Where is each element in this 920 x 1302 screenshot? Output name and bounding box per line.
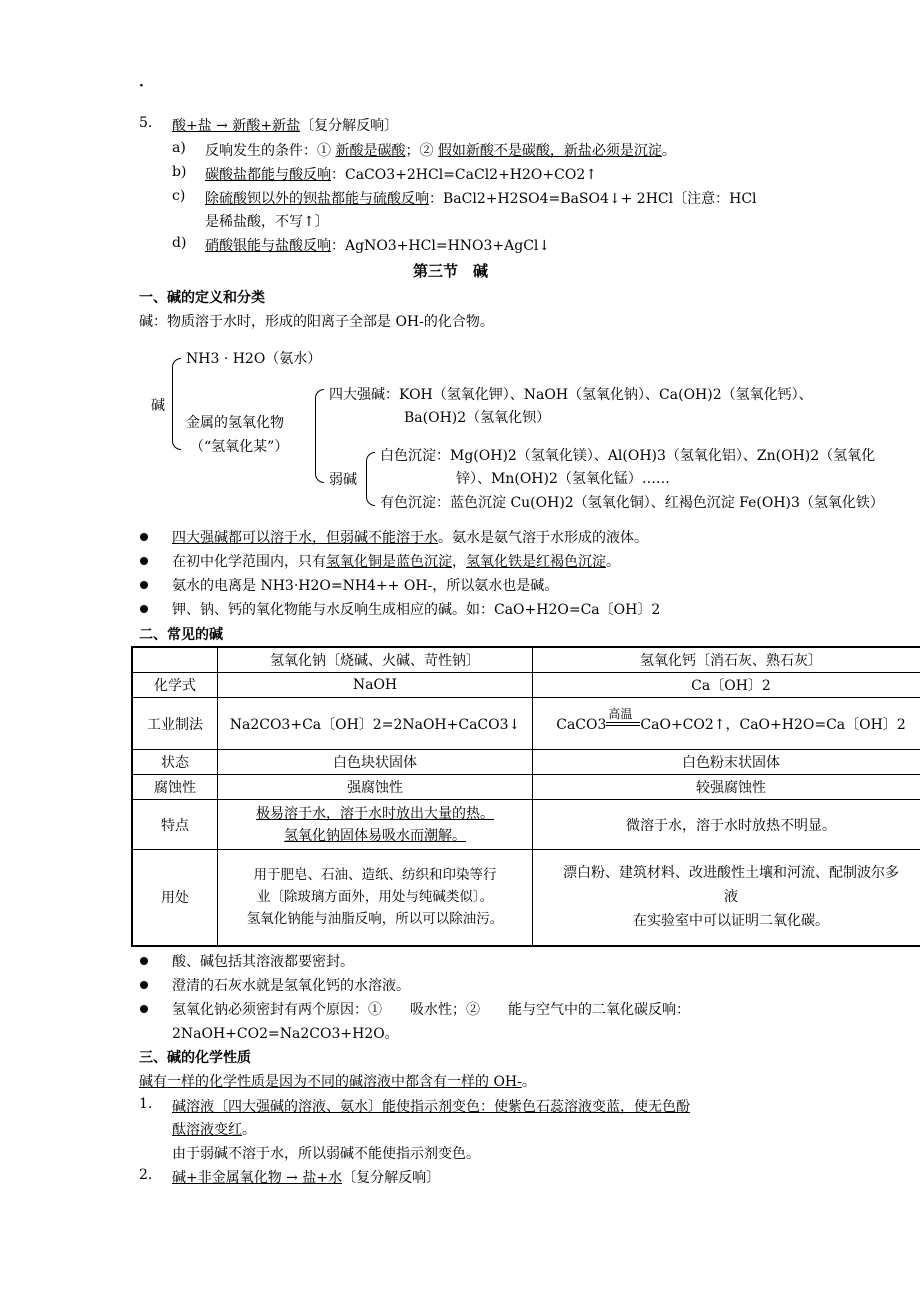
tree-white-precipitate: 白色沉淀：Mg(OH)2（氢氧化镁）、Al(OH)3（氢氧化铝）、Zn(OH)2（氢氧化 — [380, 448, 876, 464]
item-a-end: 。 — [661, 143, 676, 159]
bullet-icon — [140, 533, 148, 541]
bullet-limewater: 澄清的石灰水就是氢氧化钙的水溶液。 — [172, 978, 410, 994]
row-label: 腐蚀性 — [132, 775, 218, 800]
bullet-icon — [140, 581, 148, 589]
cell-caoh2 — [533, 698, 920, 750]
bullet-text: 。 — [606, 554, 620, 570]
row-label: 工业制法 — [132, 698, 218, 750]
reactant: CaCO3 — [556, 716, 607, 733]
tree-white-precipitate-cont: 锌）、Mn(OH)2（氢氧化锰）…… — [456, 471, 670, 487]
cell-caoh2 — [533, 850, 920, 946]
use-line-3: 氢氧化钠能与油脂反响，所以可以除油污。 — [246, 911, 504, 928]
cell-caoh2: Ca〔OH〕2 — [533, 673, 920, 698]
bullet-icon — [140, 605, 148, 613]
tree-strong-bases-cont: Ba(OH)2（氢氧化钡） — [404, 410, 551, 426]
cell-naoh: 白色块状固体 — [218, 750, 533, 775]
item-b-label: b) — [172, 164, 187, 180]
item-c-label: c) — [172, 188, 186, 204]
bullet-strong-bases-rest: 。氨水是氨气溶于水形成的液体。 — [438, 530, 648, 546]
property-2-reaction: 碱+非金属氧化物 → 盐+水 — [172, 1170, 343, 1186]
feature-line-2: 氢氧化钠固体易吸水而潮解。 — [284, 827, 466, 844]
section-3-intro — [139, 1071, 536, 1091]
item-b-equation: ：CaCO3+2HCl=CaCl2+H2O+CO2↑ — [331, 167, 597, 183]
bullet-precipitate-colors — [172, 551, 620, 571]
item-a-text — [205, 140, 676, 160]
item-5-note: 〔复分解反响〕 — [300, 118, 399, 134]
row-label: 状态 — [132, 750, 218, 775]
table-row — [132, 800, 920, 850]
table-header-naoh: 氢氧化钠〔烧碱、火碱、苛性钠〕 — [218, 647, 533, 673]
tree-brace-metal — [315, 389, 324, 483]
property-1-number: 1. — [139, 1096, 153, 1112]
use-line-1: 漂白粉、建筑材料、改进酸性土壤和河流、配制波尔多 — [563, 865, 899, 882]
cell-naoh: Na2CO3+Ca〔OH〕2=2NaOH+CaCO3↓ — [218, 698, 533, 750]
common-bases-table — [131, 646, 920, 947]
item-5-title — [172, 115, 398, 135]
condition-arrow — [606, 706, 640, 732]
chapter-title: 第三节 碱 — [413, 262, 489, 280]
item-d-text — [205, 235, 550, 255]
row-label: 用处 — [132, 850, 218, 946]
use-line-2: 业〔除玻璃方面外，用处与纯碱类似〕。 — [256, 889, 494, 906]
bullet-icon — [140, 981, 148, 989]
use-line-2: 液 — [724, 889, 738, 906]
table-row — [132, 673, 920, 698]
property-2-note: 〔复分解反响〕 — [342, 1170, 441, 1186]
item-a-condition-2: 假如新酸不是碳酸，新盐必须是沉淀 — [437, 143, 662, 159]
item-d-label: d) — [172, 235, 187, 251]
item-b-text — [205, 164, 597, 184]
feature-line-1: 极易溶于水，溶于水时放出大量的热。 — [256, 805, 494, 822]
cell-caoh2: 较强腐蚀性 — [533, 775, 920, 800]
bullet-naoh-sealed: 氢氧化钠必须密封有两个原因：① 吸水性；② 能与空气中的二氧化碳反响： — [172, 1002, 690, 1018]
property-1-line-1: 碱溶液〔四大强碱的溶液、氨水〕能使指示剂变色：使紫色石蕊溶液变蓝，使无色酚 — [172, 1099, 690, 1115]
item-c-text — [205, 188, 757, 208]
condition-label: 高温 — [608, 706, 633, 721]
item-d-rule: 硝酸银能与盐酸反响 — [205, 238, 331, 254]
products: CaO+CO2↑，CaO+H2O=Ca〔OH〕2 — [640, 716, 906, 733]
property-1-end: 。 — [242, 1122, 256, 1138]
bullet-sealed: 酸、碱包括其溶液都要密封。 — [172, 954, 354, 970]
cell-naoh: NaOH — [218, 673, 533, 698]
property-1-line-2 — [172, 1119, 256, 1139]
cell-naoh — [218, 850, 533, 946]
tree-brace-weak — [366, 452, 375, 506]
item-c-continuation: 是稀盐酸，不写↑〕 — [205, 214, 329, 230]
bullet-metal-oxides: 钾、钠、钙的氧化物能与水反响生成相应的碱。如：CaO+H2O=Ca〔OH〕2 — [172, 602, 661, 618]
bullet-key: 氢氧化铁是红褐色沉淀 — [466, 554, 606, 570]
section-3-intro-key: 碱有一样的化学性质是因为不同的碱溶液中都含有一样的 OH- — [139, 1074, 522, 1090]
bullet-text: 在初中化学范围内，只有 — [172, 554, 326, 570]
bullet-key: 氢氧化铜是蓝色沉淀 — [326, 554, 452, 570]
item-5-reaction: 酸+盐 → 新酸+新盐 — [172, 118, 301, 134]
row-label: 特点 — [132, 800, 218, 850]
cell-naoh — [218, 800, 533, 850]
table-row — [132, 698, 920, 750]
property-1-key: 酞溶液变红 — [172, 1122, 242, 1138]
item-d-equation: ：AgNO3+HCl=HNO3+AgCl↓ — [331, 238, 551, 254]
tree-metal-hydroxide-note: （“氢氧化某”） — [190, 439, 289, 455]
section-1-heading: 一、碱的定义和分类 — [139, 290, 265, 306]
item-a-condition-1: 新酸是碳酸 — [335, 143, 406, 159]
cell-caoh2: 微溶于水，溶于水时放热不明显。 — [533, 800, 920, 850]
tree-metal-hydroxide: 金属的氢氧化物 — [186, 415, 284, 431]
property-1-note: 由于弱碱不溶于水，所以弱碱不能使指示剂变色。 — [172, 1146, 480, 1162]
bullet-icon — [140, 557, 148, 565]
table-row — [132, 750, 920, 775]
tree-colored-precipitate: 有色沉淀：蓝色沉淀 Cu(OH)2（氢氧化铜）、红褐色沉淀 Fe(OH)3（氢氧化铁） — [380, 495, 884, 511]
bullet-strong-bases — [172, 527, 648, 547]
section-3-heading: 三、碱的化学性质 — [139, 1050, 251, 1066]
row-label: 化学式 — [132, 673, 218, 698]
tree-brace-root — [172, 358, 181, 450]
naoh-co2-equation: 2NaOH+CO2=Na2CO3+H2O。 — [172, 1026, 399, 1042]
cell-naoh: 强腐蚀性 — [218, 775, 533, 800]
bullet-strong-bases-key: 四大强碱都可以溶于水，但弱碱不能溶于水 — [172, 530, 438, 546]
bullet-text: ， — [452, 554, 466, 570]
cell-caoh2: 白色粉末状固体 — [533, 750, 920, 775]
property-2 — [172, 1167, 440, 1187]
item-c-rule: 除硫酸钡以外的钡盐都能与硫酸反响 — [205, 191, 429, 207]
use-line-1: 用于肥皂、石油、造纸、纺织和印染等行 — [253, 867, 497, 884]
tree-weak-bases: 弱碱 — [329, 472, 357, 488]
item-b-rule: 碳酸盐都能与酸反响 — [205, 167, 331, 183]
use-line-3: 在实验室中可以证明二氧化碳。 — [633, 913, 829, 930]
bullet-icon — [140, 957, 148, 965]
table-row — [132, 775, 920, 800]
item-5-number: 5. — [139, 115, 153, 131]
bullet-icon — [140, 1005, 148, 1013]
table-header-caoh2: 氢氧化钙〔消石灰、熟石灰〕 — [533, 647, 920, 673]
tree-root: 碱 — [151, 398, 165, 414]
item-c-equation: ：BaCl2+H2SO4=BaSO4↓+ 2HCl〔注意：HCl — [429, 191, 757, 207]
item-a-label: a) — [172, 140, 186, 156]
property-2-number: 2. — [139, 1167, 153, 1183]
table-corner — [132, 647, 218, 673]
tree-ammonia: NH3 · H2O（氨水） — [186, 351, 322, 367]
base-definition: 碱：物质溶于水时，形成的阳离子全部是 OH-的化合物。 — [139, 314, 494, 330]
item-a-mid: ；② — [405, 143, 434, 159]
section-2-heading: 二、常见的碱 — [139, 627, 223, 643]
tree-strong-bases: 四大强碱：KOH（氢氧化钾）、NaOH（氢氧化钠）、Ca(OH)2（氢氧化钙）、 — [329, 387, 813, 403]
section-3-intro-end: 。 — [521, 1074, 536, 1090]
equals-line — [606, 722, 640, 726]
table-row — [132, 850, 920, 946]
bullet-ammonia-ionization: 氨水的电离是 NH3·H2O=NH4++ OH-，所以氨水也是碱。 — [172, 578, 559, 594]
page-marker: · — [139, 78, 144, 94]
item-a-lead: 反响发生的条件：① — [205, 143, 331, 159]
